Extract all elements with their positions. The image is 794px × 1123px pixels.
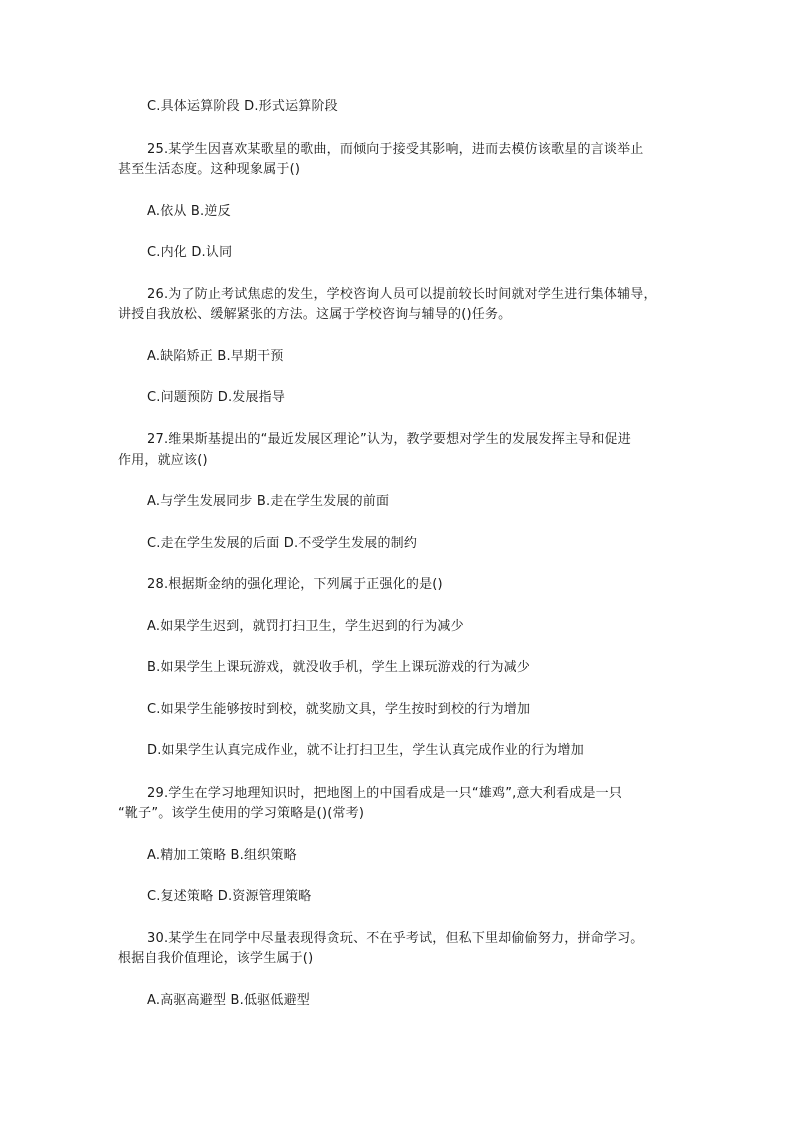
option-line-27-ab: A.与学生发展同步 B.走在学生发展的前面 xyxy=(147,494,390,509)
option-line-24-cd: C.具体运算阶段 D.形式运算阶段 xyxy=(147,99,338,114)
option-line-29-ab: A.精加工策略 B.组织策略 xyxy=(147,848,297,863)
option-line-26-ab: A.缺陷矫正 B.早期干预 xyxy=(147,349,284,364)
option-28-b: B.如果学生上课玩游戏，就没收手机，学生上课玩游戏的行为减少 xyxy=(147,660,531,675)
question-27-stem: 27.维果斯基提出的“最近发展区理论”认为，教学要想对学生的发展发挥主导和促进 xyxy=(147,432,631,447)
question-26-stem-continued: 讲授自我放松、缓解紧张的方法。这属于学校咨询与辅导的()任务。 xyxy=(118,307,512,322)
question-30-stem: 30.某学生在同学中尽量表现得贪玩、不在乎考试，但私下里却偷偷努力，拼命学习。 xyxy=(147,931,644,946)
option-line-30-ab: A.高驱高避型 B.低驱低避型 xyxy=(147,993,310,1008)
option-28-c: C.如果学生能够按时到校，就奖励文具，学生按时到校的行为增加 xyxy=(147,702,531,717)
question-25-stem: 25.某学生因喜欢某歌星的歌曲，而倾向于接受其影响，进而去模仿该歌星的言谈举止 xyxy=(147,142,644,157)
question-29-stem: 29.学生在学习地理知识时，把地图上的中国看成是一只“雄鸡”,意大利看成是一只 xyxy=(147,786,623,801)
question-26-stem: 26.为了防止考试焦虑的发生，学校咨询人员可以提前较长时间就对学生进行集体辅导， xyxy=(147,287,657,302)
option-line-25-ab: A.依从 B.逆反 xyxy=(147,204,231,219)
option-line-26-cd: C.问题预防 D.发展指导 xyxy=(147,390,286,405)
option-28-d: D.如果学生认真完成作业，就不让打扫卫生，学生认真完成作业的行为增加 xyxy=(147,743,584,758)
question-29-stem-continued: “靴子”。该学生使用的学习策略是()(常考) xyxy=(118,806,365,821)
question-30-stem-continued: 根据自我价值理论，该学生属于() xyxy=(118,951,314,966)
question-28-stem: 28.根据斯金纳的强化理论，下列属于正强化的是() xyxy=(147,577,443,592)
option-28-a: A.如果学生迟到，就罚打扫卫生，学生迟到的行为减少 xyxy=(147,619,464,634)
option-line-27-cd: C.走在学生发展的后面 D.不受学生发展的制约 xyxy=(147,536,418,551)
option-line-25-cd: C.内化 D.认同 xyxy=(147,245,233,260)
question-25-stem-continued: 甚至生活态度。这种现象属于() xyxy=(118,162,301,177)
option-line-29-cd: C.复述策略 D.资源管理策略 xyxy=(147,889,312,904)
question-27-stem-continued: 作用，就应该() xyxy=(118,453,208,468)
